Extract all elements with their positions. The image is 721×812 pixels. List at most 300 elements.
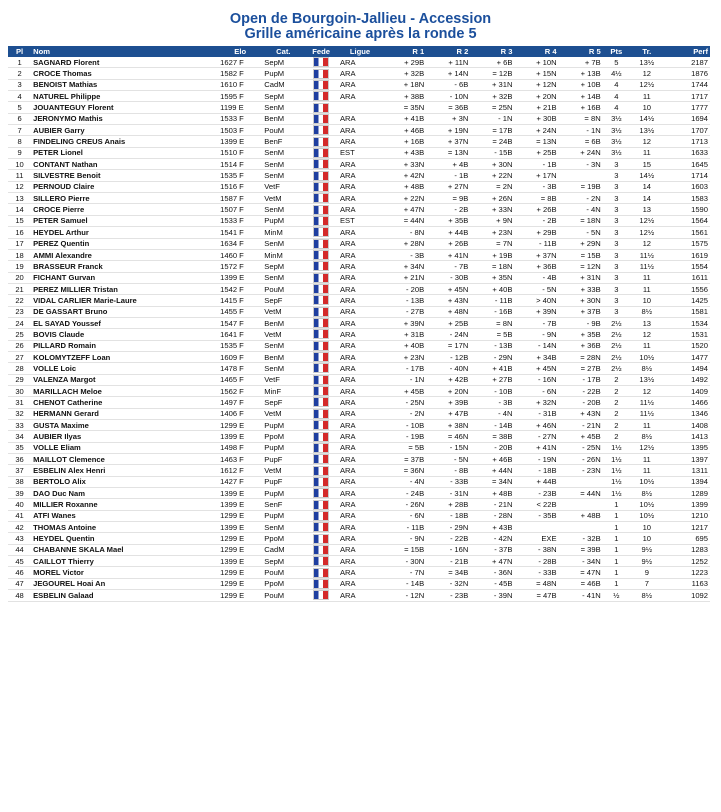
round-5: = 6B bbox=[559, 136, 603, 147]
player-name: JERONYMO Mathis bbox=[31, 113, 218, 124]
rank: 28 bbox=[8, 363, 31, 374]
league: ARA bbox=[338, 544, 382, 555]
round-1: - 13B bbox=[382, 295, 426, 306]
player-name: MARILLACH Meloe bbox=[31, 385, 218, 396]
table-row bbox=[8, 329, 710, 340]
federation-flag bbox=[304, 556, 338, 567]
elo: 1507 F bbox=[218, 204, 262, 215]
round-2: + 28B bbox=[426, 499, 470, 510]
player-name: PILLARD Romain bbox=[31, 340, 218, 351]
table-row bbox=[8, 204, 710, 215]
table-row bbox=[8, 374, 710, 385]
federation-flag bbox=[304, 170, 338, 181]
column-header: Perf bbox=[664, 46, 710, 57]
player-name: SAGNARD Florent bbox=[31, 57, 218, 68]
performance: 1520 bbox=[664, 340, 710, 351]
rank: 29 bbox=[8, 374, 31, 385]
table-header bbox=[8, 46, 710, 57]
table-row bbox=[8, 590, 710, 601]
category: SenM bbox=[262, 102, 304, 113]
elo: 1562 F bbox=[218, 385, 262, 396]
rank: 46 bbox=[8, 567, 31, 578]
round-5: - 23N bbox=[559, 465, 603, 476]
player-name: PETER Lionel bbox=[31, 147, 218, 158]
round-5: + 31N bbox=[559, 272, 603, 283]
round-4: - 7B bbox=[514, 317, 558, 328]
round-1: - 26N bbox=[382, 499, 426, 510]
tiebreak: 11½ bbox=[630, 397, 664, 408]
points: 1 bbox=[603, 556, 630, 567]
federation-flag bbox=[304, 272, 338, 283]
rank: 25 bbox=[8, 329, 31, 340]
round-4: + 29B bbox=[514, 227, 558, 238]
elo: 1465 F bbox=[218, 374, 262, 385]
round-3: + 44N bbox=[470, 465, 514, 476]
rank: 21 bbox=[8, 283, 31, 294]
round-2: + 4B bbox=[426, 159, 470, 170]
round-3: - 10B bbox=[470, 385, 514, 396]
points: ½ bbox=[603, 590, 630, 601]
performance: 1289 bbox=[664, 488, 710, 499]
tiebreak: 13 bbox=[630, 204, 664, 215]
tiebreak: 11 bbox=[630, 340, 664, 351]
france-flag-icon bbox=[313, 284, 329, 294]
tiebreak: 11 bbox=[630, 283, 664, 294]
category: PouM bbox=[262, 125, 304, 136]
column-header: Nom bbox=[31, 46, 218, 57]
points: 3 bbox=[603, 238, 630, 249]
tiebreak: 13½ bbox=[630, 374, 664, 385]
category: BenM bbox=[262, 351, 304, 362]
tiebreak: 11 bbox=[630, 420, 664, 431]
league: ARA bbox=[338, 79, 382, 90]
tiebreak: 8½ bbox=[630, 363, 664, 374]
france-flag-icon bbox=[313, 125, 329, 135]
player-name: GUSTA Maxime bbox=[31, 420, 218, 431]
league: ARA bbox=[338, 272, 382, 283]
table-row bbox=[8, 499, 710, 510]
round-5: = 47N bbox=[559, 567, 603, 578]
federation-flag bbox=[304, 57, 338, 68]
france-flag-icon bbox=[313, 193, 329, 203]
elo: 1399 E bbox=[218, 272, 262, 283]
round-1: + 21N bbox=[382, 272, 426, 283]
round-2: = 36B bbox=[426, 102, 470, 113]
points: 3 bbox=[603, 159, 630, 170]
rank: 44 bbox=[8, 544, 31, 555]
round-2: + 43N bbox=[426, 295, 470, 306]
round-4: + 46N bbox=[514, 420, 558, 431]
points: 3 bbox=[603, 215, 630, 226]
round-2: + 37N bbox=[426, 136, 470, 147]
points: 4½ bbox=[603, 68, 630, 79]
points: 3 bbox=[603, 295, 630, 306]
league: ARA bbox=[338, 113, 382, 124]
tiebreak: 10½ bbox=[630, 476, 664, 487]
round-5: - 9B bbox=[559, 317, 603, 328]
round-4: - 3B bbox=[514, 181, 558, 192]
round-3: + 46B bbox=[470, 454, 514, 465]
round-3: + 26N bbox=[470, 193, 514, 204]
round-5: = 39B bbox=[559, 544, 603, 555]
federation-flag bbox=[304, 363, 338, 374]
round-5: - 5N bbox=[559, 227, 603, 238]
round-1: + 43B bbox=[382, 147, 426, 158]
elo: 1399 E bbox=[218, 136, 262, 147]
federation-flag bbox=[304, 544, 338, 555]
federation-flag bbox=[304, 147, 338, 158]
tiebreak: 11½ bbox=[630, 249, 664, 260]
tiebreak: 14½ bbox=[630, 170, 664, 181]
league: ARA bbox=[338, 476, 382, 487]
round-2: + 41N bbox=[426, 249, 470, 260]
league: ARA bbox=[338, 442, 382, 453]
round-1: + 47N bbox=[382, 204, 426, 215]
rank: 48 bbox=[8, 590, 31, 601]
elo: 1609 F bbox=[218, 351, 262, 362]
table-row bbox=[8, 385, 710, 396]
round-3: - 15B bbox=[470, 147, 514, 158]
performance: 1395 bbox=[664, 442, 710, 453]
round-3: + 32B bbox=[470, 91, 514, 102]
france-flag-icon bbox=[313, 295, 329, 305]
rank: 23 bbox=[8, 306, 31, 317]
france-flag-icon bbox=[313, 556, 329, 566]
performance: 1223 bbox=[664, 567, 710, 578]
table-row bbox=[8, 533, 710, 544]
round-3: = 12B bbox=[470, 68, 514, 79]
round-5: = 46B bbox=[559, 578, 603, 589]
round-5: + 10B bbox=[559, 79, 603, 90]
round-3: + 31N bbox=[470, 79, 514, 90]
points: 1 bbox=[603, 578, 630, 589]
round-1: = 44N bbox=[382, 215, 426, 226]
performance: 1619 bbox=[664, 249, 710, 260]
round-4: + 20N bbox=[514, 91, 558, 102]
round-5: = 19B bbox=[559, 181, 603, 192]
player-name: MOREL Victor bbox=[31, 567, 218, 578]
round-2: - 23B bbox=[426, 590, 470, 601]
elo: 1415 F bbox=[218, 295, 262, 306]
points: 1 bbox=[603, 499, 630, 510]
league: ARA bbox=[338, 170, 382, 181]
player-name: PEREZ MILLIER Tristan bbox=[31, 283, 218, 294]
league: ARA bbox=[338, 397, 382, 408]
elo: 1497 F bbox=[218, 397, 262, 408]
performance: 1409 bbox=[664, 385, 710, 396]
rank: 1 bbox=[8, 57, 31, 68]
france-flag-icon bbox=[313, 488, 329, 498]
league: ARA bbox=[338, 238, 382, 249]
federation-flag bbox=[304, 181, 338, 192]
round-3: = 8N bbox=[470, 317, 514, 328]
tiebreak: 15 bbox=[630, 159, 664, 170]
tiebreak: 12½ bbox=[630, 215, 664, 226]
player-name: ESBELIN Alex Henri bbox=[31, 465, 218, 476]
france-flag-icon bbox=[313, 522, 329, 532]
round-2: - 18B bbox=[426, 510, 470, 521]
points: 2½ bbox=[603, 329, 630, 340]
round-4: + 44B bbox=[514, 476, 558, 487]
round-1: + 38B bbox=[382, 91, 426, 102]
round-5: + 7B bbox=[559, 57, 603, 68]
performance: 1494 bbox=[664, 363, 710, 374]
league: ARA bbox=[338, 295, 382, 306]
elo: 1514 F bbox=[218, 159, 262, 170]
league: EST bbox=[338, 147, 382, 158]
federation-flag bbox=[304, 317, 338, 328]
round-1: - 14B bbox=[382, 578, 426, 589]
round-3: + 35N bbox=[470, 272, 514, 283]
round-2: + 3N bbox=[426, 113, 470, 124]
league: ARA bbox=[338, 68, 382, 79]
rank: 38 bbox=[8, 476, 31, 487]
elo: 1427 F bbox=[218, 476, 262, 487]
round-4: + 34B bbox=[514, 351, 558, 362]
tiebreak: 10½ bbox=[630, 499, 664, 510]
player-name: CONTANT Nathan bbox=[31, 159, 218, 170]
round-2: + 19N bbox=[426, 125, 470, 136]
round-2: + 26B bbox=[426, 238, 470, 249]
category: SenM bbox=[262, 147, 304, 158]
player-name: AMMI Alexandre bbox=[31, 249, 218, 260]
player-name: VALENZA Margot bbox=[31, 374, 218, 385]
league: ARA bbox=[338, 590, 382, 601]
league: ARA bbox=[338, 578, 382, 589]
round-2: + 44B bbox=[426, 227, 470, 238]
table-row bbox=[8, 91, 710, 102]
federation-flag bbox=[304, 442, 338, 453]
round-4: - 35B bbox=[514, 510, 558, 521]
performance: 1554 bbox=[664, 261, 710, 272]
round-2: - 40N bbox=[426, 363, 470, 374]
france-flag-icon bbox=[313, 432, 329, 442]
points: 1½ bbox=[603, 454, 630, 465]
performance: 1413 bbox=[664, 431, 710, 442]
category: SepM bbox=[262, 91, 304, 102]
round-1: - 6N bbox=[382, 510, 426, 521]
elo: 1399 E bbox=[218, 431, 262, 442]
round-3: + 48B bbox=[470, 488, 514, 499]
table-row bbox=[8, 556, 710, 567]
rank: 26 bbox=[8, 340, 31, 351]
table-row bbox=[8, 215, 710, 226]
round-2: - 10N bbox=[426, 91, 470, 102]
performance: 1531 bbox=[664, 329, 710, 340]
rank: 6 bbox=[8, 113, 31, 124]
rank: 36 bbox=[8, 454, 31, 465]
france-flag-icon bbox=[313, 182, 329, 192]
player-name: HEYDEL Arthur bbox=[31, 227, 218, 238]
france-flag-icon bbox=[313, 69, 329, 79]
league: ARA bbox=[338, 488, 382, 499]
table-row bbox=[8, 170, 710, 181]
table-row bbox=[8, 102, 710, 113]
round-4: > 40N bbox=[514, 295, 558, 306]
table-row bbox=[8, 476, 710, 487]
federation-flag bbox=[304, 420, 338, 431]
elo: 1299 E bbox=[218, 567, 262, 578]
france-flag-icon bbox=[313, 216, 329, 226]
elo: 1533 F bbox=[218, 215, 262, 226]
category: BenM bbox=[262, 317, 304, 328]
performance: 1603 bbox=[664, 181, 710, 192]
elo: 1610 F bbox=[218, 79, 262, 90]
rank: 40 bbox=[8, 499, 31, 510]
federation-flag bbox=[304, 476, 338, 487]
points: 3 bbox=[603, 272, 630, 283]
player-name: PERNOUD Claire bbox=[31, 181, 218, 192]
rank: 47 bbox=[8, 578, 31, 589]
round-1: + 32B bbox=[382, 68, 426, 79]
round-4: + 15N bbox=[514, 68, 558, 79]
round-5: - 22B bbox=[559, 385, 603, 396]
france-flag-icon bbox=[313, 261, 329, 271]
category: SepF bbox=[262, 397, 304, 408]
tiebreak: 12 bbox=[630, 385, 664, 396]
category: SenM bbox=[262, 170, 304, 181]
round-3: + 19B bbox=[470, 249, 514, 260]
category: PupM bbox=[262, 488, 304, 499]
round-4: + 24N bbox=[514, 125, 558, 136]
elo: 1542 F bbox=[218, 283, 262, 294]
round-1: - 3B bbox=[382, 249, 426, 260]
rank: 37 bbox=[8, 465, 31, 476]
round-1: - 27B bbox=[382, 306, 426, 317]
performance: 1425 bbox=[664, 295, 710, 306]
round-2: - 12B bbox=[426, 351, 470, 362]
category: PupM bbox=[262, 420, 304, 431]
category: SenM bbox=[262, 340, 304, 351]
tiebreak: 8½ bbox=[630, 488, 664, 499]
category: MinF bbox=[262, 385, 304, 396]
category: VetM bbox=[262, 193, 304, 204]
round-4: - 19N bbox=[514, 454, 558, 465]
points: 2½ bbox=[603, 317, 630, 328]
round-4: - 23B bbox=[514, 488, 558, 499]
table-row bbox=[8, 431, 710, 442]
round-1: - 20B bbox=[382, 283, 426, 294]
france-flag-icon bbox=[313, 590, 329, 600]
table-row bbox=[8, 283, 710, 294]
round-3: - 3B bbox=[470, 397, 514, 408]
france-flag-icon bbox=[313, 91, 329, 101]
round-2: = 17N bbox=[426, 340, 470, 351]
category: PupM bbox=[262, 510, 304, 521]
round-5: - 20B bbox=[559, 397, 603, 408]
rank: 22 bbox=[8, 295, 31, 306]
performance: 1534 bbox=[664, 317, 710, 328]
performance: 1492 bbox=[664, 374, 710, 385]
round-4: - 6N bbox=[514, 385, 558, 396]
player-name: NATUREL Philippe bbox=[31, 91, 218, 102]
tiebreak: 14½ bbox=[630, 113, 664, 124]
category: SenM bbox=[262, 159, 304, 170]
points: 1½ bbox=[603, 465, 630, 476]
player-name: SILVESTRE Benoit bbox=[31, 170, 218, 181]
tiebreak: 14 bbox=[630, 193, 664, 204]
round-3: - 11B bbox=[470, 295, 514, 306]
table-row bbox=[8, 227, 710, 238]
player-name: CROCE Thomas bbox=[31, 68, 218, 79]
category: MinM bbox=[262, 227, 304, 238]
round-2: - 21B bbox=[426, 556, 470, 567]
round-4: EXE bbox=[514, 533, 558, 544]
round-3: - 20B bbox=[470, 442, 514, 453]
standings-table bbox=[8, 46, 710, 602]
category: VetM bbox=[262, 329, 304, 340]
round-1: + 39N bbox=[382, 317, 426, 328]
league: ARA bbox=[338, 420, 382, 431]
round-1: + 46B bbox=[382, 125, 426, 136]
round-4 bbox=[514, 522, 558, 533]
france-flag-icon bbox=[313, 57, 329, 67]
performance: 1583 bbox=[664, 193, 710, 204]
round-5: + 24N bbox=[559, 147, 603, 158]
performance: 1217 bbox=[664, 522, 710, 533]
federation-flag bbox=[304, 454, 338, 465]
elo: 1535 F bbox=[218, 340, 262, 351]
elo: 1299 E bbox=[218, 544, 262, 555]
france-flag-icon bbox=[313, 341, 329, 351]
round-5: - 1N bbox=[559, 125, 603, 136]
rank: 41 bbox=[8, 510, 31, 521]
round-1: - 2N bbox=[382, 408, 426, 419]
league: ARA bbox=[338, 261, 382, 272]
round-1: - 25N bbox=[382, 397, 426, 408]
performance: 1561 bbox=[664, 227, 710, 238]
round-2: - 1B bbox=[426, 170, 470, 181]
category: VetF bbox=[262, 374, 304, 385]
round-3: - 42N bbox=[470, 533, 514, 544]
points: 2 bbox=[603, 431, 630, 442]
performance: 1633 bbox=[664, 147, 710, 158]
column-header: R 1 bbox=[382, 46, 426, 57]
league: ARA bbox=[338, 431, 382, 442]
points: 3 bbox=[603, 193, 630, 204]
league: ARA bbox=[338, 136, 382, 147]
category: BenF bbox=[262, 136, 304, 147]
federation-flag bbox=[304, 374, 338, 385]
rank: 4 bbox=[8, 91, 31, 102]
round-4: - 16N bbox=[514, 374, 558, 385]
france-flag-icon bbox=[313, 534, 329, 544]
round-5: - 34N bbox=[559, 556, 603, 567]
round-1: + 28N bbox=[382, 238, 426, 249]
rank: 33 bbox=[8, 420, 31, 431]
category: PupM bbox=[262, 68, 304, 79]
column-header: R 2 bbox=[426, 46, 470, 57]
league: ARA bbox=[338, 374, 382, 385]
federation-flag bbox=[304, 340, 338, 351]
table-row bbox=[8, 125, 710, 136]
round-2: + 45N bbox=[426, 283, 470, 294]
table-row bbox=[8, 397, 710, 408]
category: CadM bbox=[262, 544, 304, 555]
round-1: - 8N bbox=[382, 227, 426, 238]
table-row bbox=[8, 578, 710, 589]
rank: 15 bbox=[8, 215, 31, 226]
round-2: - 24N bbox=[426, 329, 470, 340]
rank: 17 bbox=[8, 238, 31, 249]
round-3: + 9N bbox=[470, 215, 514, 226]
tiebreak: 10 bbox=[630, 102, 664, 113]
federation-flag bbox=[304, 488, 338, 499]
round-2: - 6B bbox=[426, 79, 470, 90]
round-5: = 18N bbox=[559, 215, 603, 226]
round-5: + 29N bbox=[559, 238, 603, 249]
elo: 1399 E bbox=[218, 556, 262, 567]
